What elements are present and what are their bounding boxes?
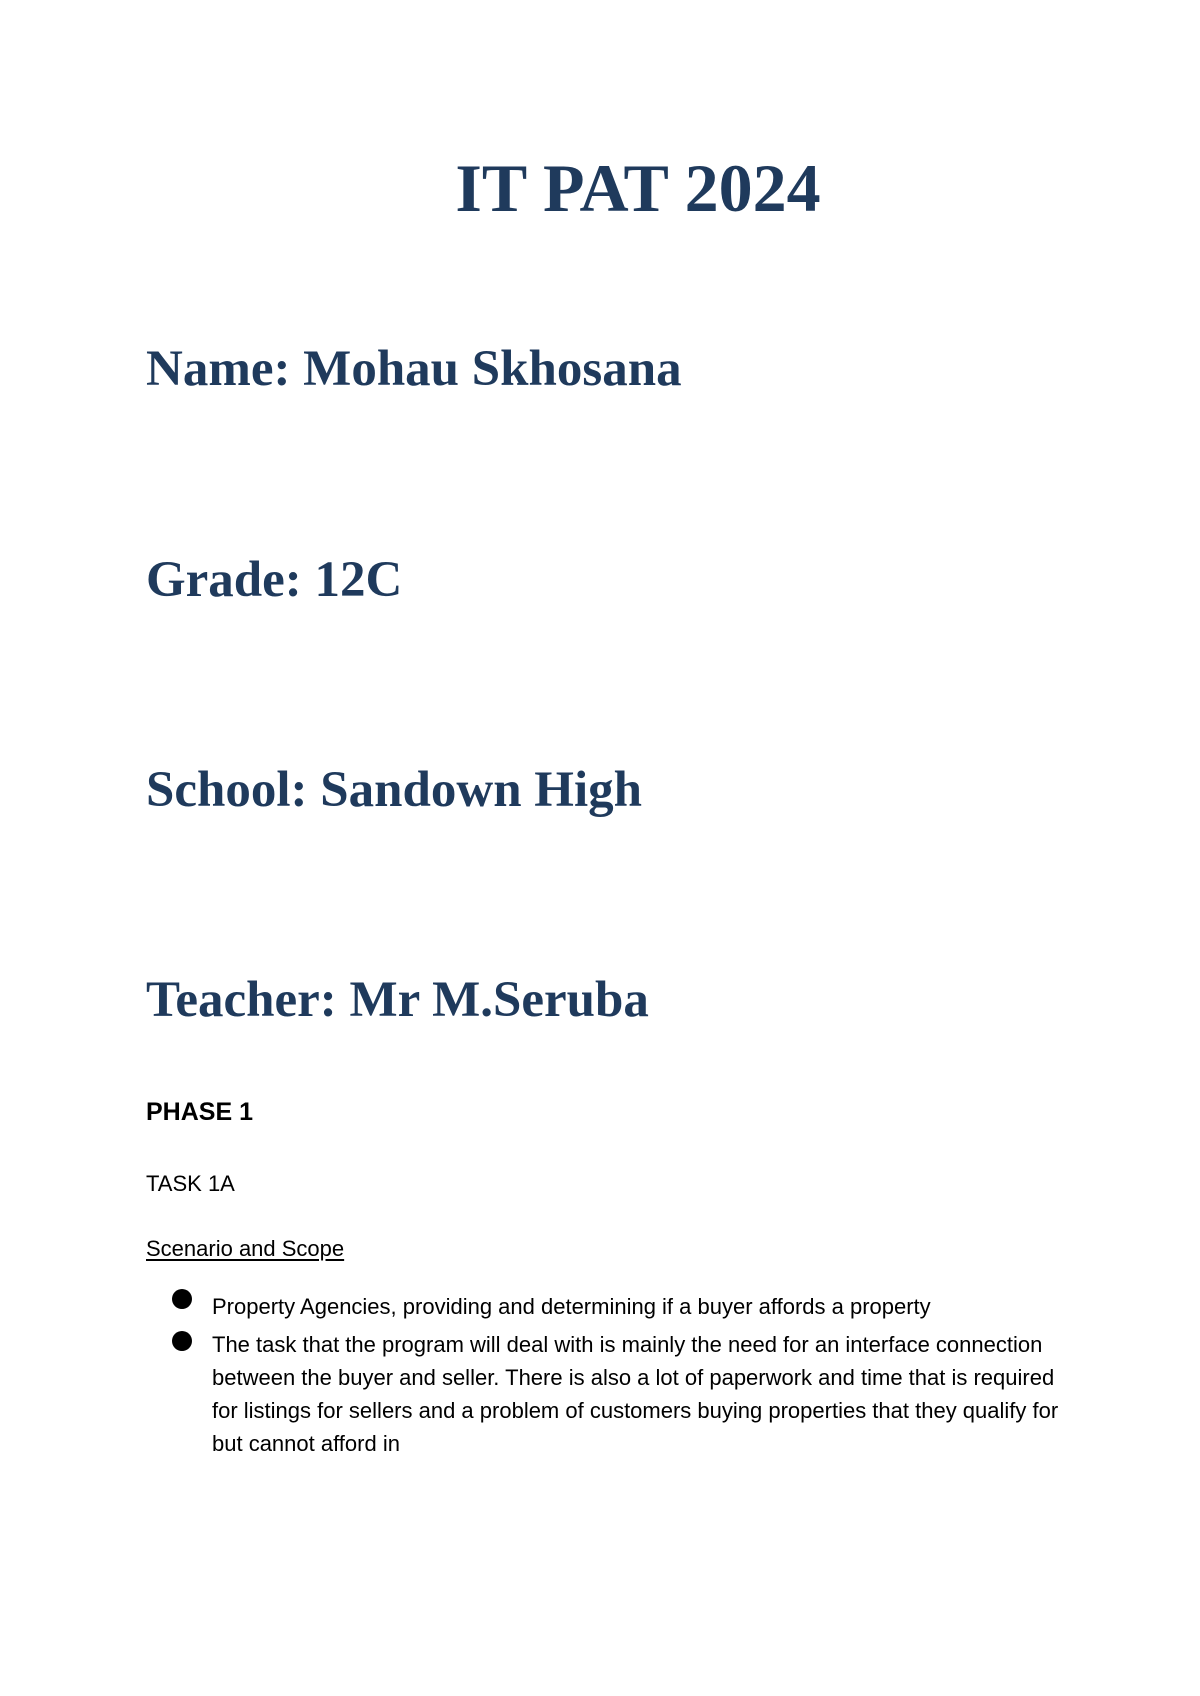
bullet-dot-icon [172, 1331, 192, 1351]
list-item [146, 1328, 1076, 1460]
list-item [146, 1287, 1076, 1327]
teacher-line: Teacher: Mr M.Seruba [146, 972, 649, 1028]
phase-heading: PHASE 1 [146, 1098, 253, 1126]
student-name-line: Name: Mohau Skhosana [146, 341, 682, 397]
scope-bullet-list [146, 1296, 1076, 1460]
school-line: School: Sandown High [146, 762, 643, 818]
grade-line: Grade: 12C [146, 552, 403, 608]
bullet-text: The task that the program will deal with is mainly the need for an interface connection between the buyer and seller. There is also a lot of paperwork and time that is required for listings for sellers and a problem of customers buying properties that they qualify for but cannot afford in [212, 1332, 1059, 1456]
bullet-dot-icon [172, 1289, 192, 1309]
task-label: TASK 1A [146, 1171, 235, 1196]
bullet-text: Property Agencies, providing and determining if a buyer affords a property [212, 1294, 931, 1319]
document-title: IT PAT 2024 [455, 150, 821, 226]
section-heading: Scenario and Scope [146, 1236, 345, 1261]
